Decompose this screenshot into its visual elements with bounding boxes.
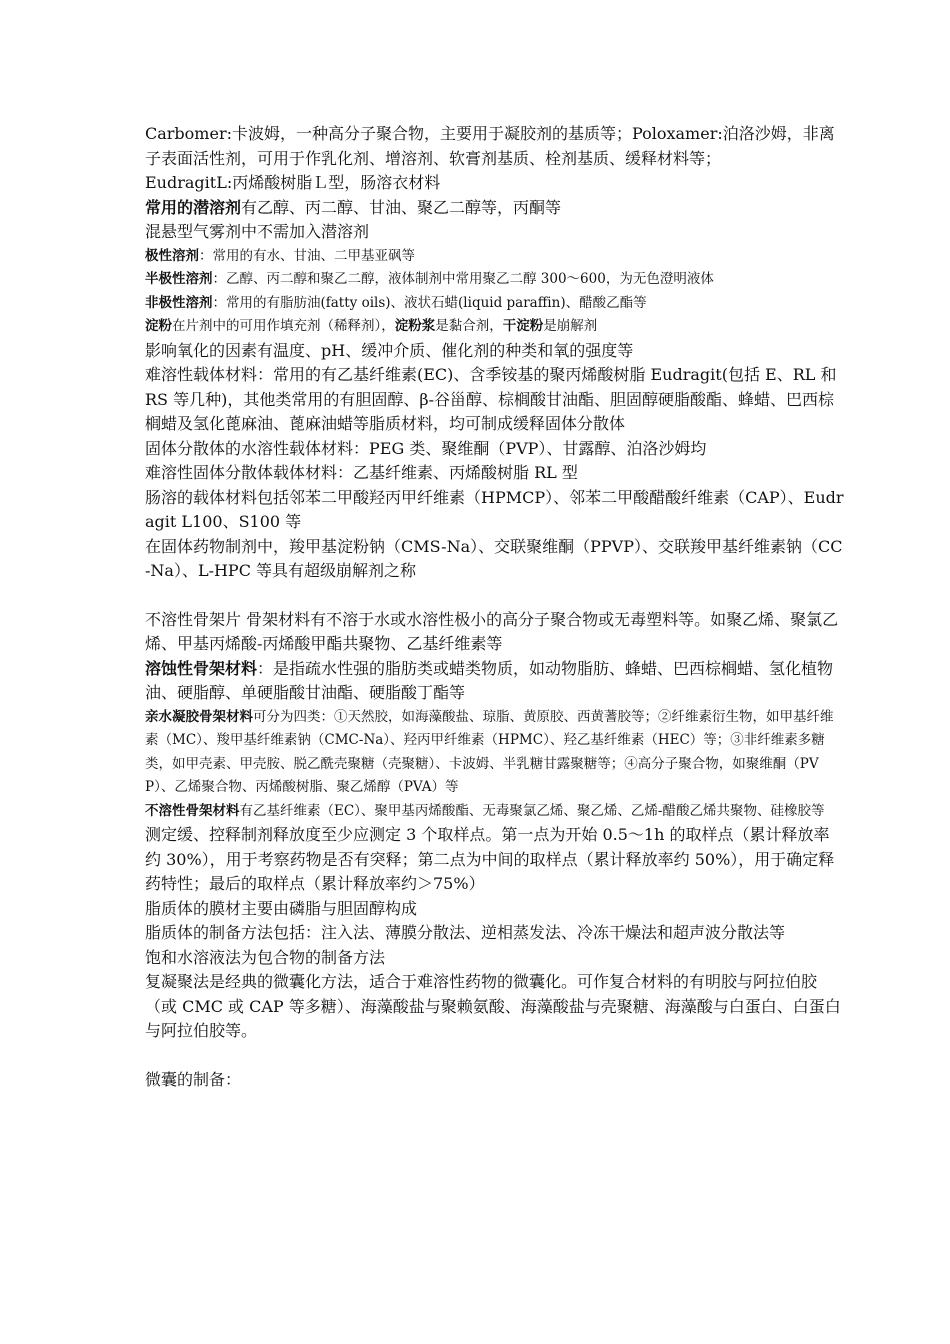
paragraph-insoluble-matrix-tablet: 不溶性骨架片 骨架材料有不溶于水或水溶性极小的高分子聚合物或无毒塑料等。如聚乙烯、聚氯乙烯、甲基丙烯酸-丙烯酸甲酯共聚物、乙基纤维素等	[145, 609, 839, 653]
bold-term: 干淀粉	[502, 318, 544, 334]
paragraph-liposome-membrane: 脂质体的膜材主要由磷脂与胆固醇构成	[145, 898, 418, 918]
paragraph-text: 可分为四类：①天然胶，如海藻酸盐、琼脂、黄原胶、西黄蓍胶等；②纤维素衍生物，如甲基纤维素（MC）、羧甲基纤维素钠（CMC-Na）、羟丙甲纤维素（HPMC）、羟乙基纤维素（HEC）等；③非纤维素多糖类，如甲壳素、甲壳胺、脱乙酰壳聚糖（壳聚糖）、卡波姆、半乳糖甘露聚糖等；④高分子聚合物，如聚维酮（PVP）、乙烯聚合物、丙烯酸树脂、聚乙烯醇（PVA）等	[145, 708, 834, 795]
paragraph-insoluble-matrix	[145, 800, 845, 824]
paragraph-insoluble-carrier: 难溶性载体材料：常用的有乙基纤维素(EC)、含季铵基的聚丙烯酸树脂 Eudragit(包括 E、RL 和 RS 等几种)，其他类常用的有胆固醇、β-谷甾醇、棕榈酸甘油酯、胆固醇硬脂酸酯、蜂蜡、巴西棕榈蜡及氢化蓖麻油、蓖麻油蜡等脂质材料，均可制成缓释固体分散体	[145, 365, 837, 433]
paragraph-starch	[145, 315, 845, 339]
paragraph-enteric-carrier: 肠溶的载体材料包括邻苯二甲酸羟丙甲纤维素（HPMCP）、邻苯二甲酸醋酸纤维素（CAP）、Eudragit L100、S100 等	[145, 487, 844, 531]
paragraph-text: 是崩解剂	[543, 318, 598, 334]
paragraph-liposome-preparation: 脂质体的制备方法包括：注入法、薄膜分散法、逆相蒸发法、冷冻干燥法和超声波分散法等	[145, 923, 786, 942]
bold-term: 溶蚀性骨架材料	[145, 658, 258, 678]
paragraph-text: ：是指疏水性强的脂肪类或蜡类物质，如动物脂肪、蜂蜡、巴西棕榈蜡、氢化植物油、硬脂醇、单硬脂酸甘油酯、硬脂酸丁酯等	[145, 658, 834, 702]
paragraph-polar-solvent	[145, 245, 845, 269]
paragraph-release-test: 测定缓、控释制剂释放度至少应测定 3 个取样点。第一点为开始 0.5～1h 的取样点（累计释放率约 30%），用于考察药物是否有突释；第二点为中间的取样点（累计释放率约 50%），用于确定释药特性；最后的取样点（累计释放率约＞75%）	[145, 825, 835, 893]
paragraph-text: 有乙基纤维素（EC）、聚甲基丙烯酸酯、无毒聚氯乙烯、聚乙烯、乙烯-醋酸乙烯共聚物、硅橡胶等	[239, 802, 825, 819]
bold-term: 半极性溶剂	[145, 271, 213, 287]
blank-line	[145, 584, 845, 608]
paragraph-eudragit: EudragitL:丙烯酸树脂Ｌ型，肠溶衣材料	[145, 173, 441, 192]
bold-term: 淀粉	[145, 318, 172, 334]
paragraph-superdisintegrant: 在固体药物制剂中，羧甲基淀粉钠（CMS-Na）、交联聚维酮（PPVP）、交联羧甲基纤维素钠（CC-Na）、L-HPC 等具有超级崩解剂之称	[145, 536, 843, 580]
paragraph-complex-coacervation: 复凝聚法是经典的微囊化方法，适合于难溶性药物的微囊化。可作复合材料的有明胶与阿拉伯胶（或 CMC 或 CAP 等多糖）、海藻酸盐与聚赖氨酸、海藻酸盐与壳聚糖、海藻酸与白蛋白、白蛋白与阿拉伯胶等。	[145, 972, 841, 1040]
bold-term: 极性溶剂	[145, 247, 199, 264]
paragraph-microcapsule-heading: 微囊的制备：	[145, 1069, 242, 1089]
paragraph-text: ：常用的有脂肪油(fatty oils)、液状石蜡(liquid paraffin)、醋酸乙酯等	[212, 294, 647, 311]
paragraph-text: ：常用的有水、甘油、二甲基亚砜等	[199, 247, 415, 264]
paragraph-hydrophilic-matrix	[145, 706, 845, 800]
paragraph-carbomer: Carbomer:卡波姆，一种高分子聚合物，主要用于凝胶剂的基质等；Poloxamer:泊洛沙姆，非离子表面活性剂，可用于作乳化剂、增溶剂、软膏剂基质、栓剂基质、缓释材料等；	[145, 124, 835, 168]
bold-term: 亲水凝胶骨架材料	[145, 708, 253, 725]
document-page	[145, 122, 845, 1092]
paragraph-nonpolar-solvent	[145, 292, 845, 316]
paragraph-aerosol: 混悬型气雾剂中不需加入潜溶剂	[145, 222, 370, 241]
paragraph-erodible-matrix	[145, 657, 845, 706]
paragraph-text: ：乙醇、丙二醇和聚乙二醇，液体制剂中常用聚乙二醇 300～600，为无色澄明液体	[212, 271, 714, 287]
paragraph-water-soluble-carrier: 固体分散体的水溶性载体材料：PEG 类、聚维酮（PVP）、甘露醇、泊洛沙姆均	[145, 438, 707, 458]
paragraph-text: 有乙醇、丙二醇、甘油、聚乙二醇等，丙酮等	[241, 197, 562, 217]
paragraph-text: 在片剂中的可用作填充剂（稀释剂），	[172, 318, 395, 334]
blank-line	[145, 1044, 845, 1068]
paragraph-solid-dispersion-carrier: 难溶性固体分散体载体材料：乙基纤维素、丙烯酸树脂 RL 型	[145, 463, 578, 482]
bold-term: 常用的潜溶剂	[145, 197, 242, 217]
bold-term: 非极性溶剂	[145, 294, 213, 311]
paragraph-semipolar-solvent	[145, 268, 845, 292]
bold-term: 淀粉浆	[394, 318, 436, 334]
paragraph-cosolvent	[145, 196, 845, 221]
paragraph-text: 是黏合剂，	[435, 318, 503, 334]
paragraph-oxidation: 影响氧化的因素有温度、pH、缓冲介质、催化剂的种类和氧的强度等	[145, 340, 634, 360]
bold-term: 不溶性骨架材料	[145, 802, 240, 819]
paragraph-inclusion-complex: 饱和水溶液法为包合物的制备方法	[145, 947, 386, 967]
